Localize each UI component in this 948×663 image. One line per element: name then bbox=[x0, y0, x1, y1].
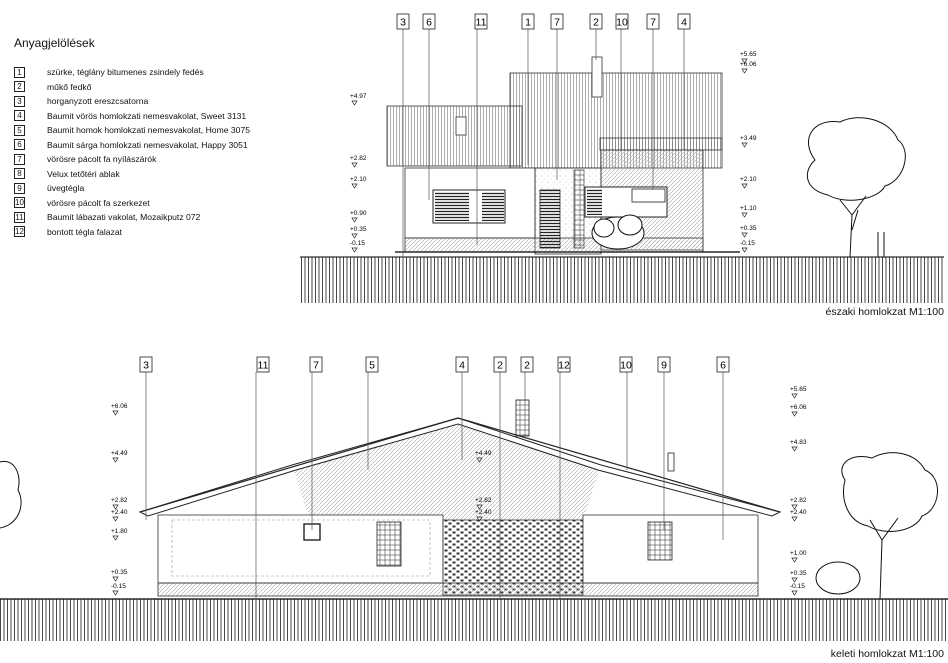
legend-item bbox=[14, 225, 250, 240]
north-level-right-label: +6.06 bbox=[740, 61, 757, 68]
north-level-right bbox=[740, 61, 757, 73]
legend-title: Anyagjelölések bbox=[14, 36, 95, 50]
north-chimney bbox=[592, 57, 602, 97]
east-level-right-label: +2.40 bbox=[790, 509, 807, 516]
legend-item-text: Baumit homok homlokzati nemesvakolat, Home 3075 bbox=[47, 125, 251, 136]
north-tag-2-label: 2 bbox=[593, 16, 599, 29]
north-level-left bbox=[350, 240, 365, 252]
legend-item-text: üvegtégla bbox=[47, 183, 85, 194]
east-tag-12 bbox=[558, 357, 570, 372]
east-tag-9-label: 9 bbox=[661, 359, 667, 372]
legend-item-number: 8 bbox=[14, 168, 25, 179]
east-level-right bbox=[790, 550, 807, 562]
north-level-right bbox=[740, 225, 757, 237]
east-level-right bbox=[790, 509, 807, 521]
east-tag-12-label: 12 bbox=[558, 359, 570, 372]
east-tag-2-label: 2 bbox=[524, 359, 530, 372]
east-level-left-label: +6.06 bbox=[111, 403, 128, 410]
legend-item-number: 11 bbox=[15, 212, 24, 222]
legend-item-text: vörösre pácolt fa szerkezet bbox=[47, 197, 150, 208]
north-elevation-caption: északi homlokzat M1:100 bbox=[825, 306, 944, 318]
north-tag-11-label: 11 bbox=[475, 16, 487, 29]
north-level-right bbox=[740, 176, 757, 188]
east-tag-11-label: 11 bbox=[257, 359, 269, 372]
north-tag-1-label: 1 bbox=[525, 16, 531, 29]
legend-item bbox=[14, 94, 250, 109]
legend-item bbox=[14, 196, 250, 211]
east-tag-7-label: 7 bbox=[313, 359, 319, 372]
east-level-left bbox=[111, 450, 128, 462]
east-level-mid-label: +2.82 bbox=[475, 497, 492, 504]
east-level-mid-label: +4.49 bbox=[475, 450, 492, 457]
east-tag-2-label: 2 bbox=[497, 359, 503, 372]
east-level-left-label: +1.80 bbox=[111, 528, 128, 535]
north-tag-3 bbox=[397, 14, 409, 29]
legend bbox=[14, 36, 250, 239]
east-level-right-label: +6.06 bbox=[790, 404, 807, 411]
north-tag-6 bbox=[423, 14, 435, 29]
north-tag-10 bbox=[616, 14, 628, 29]
east-tag-5-label: 5 bbox=[369, 359, 375, 372]
east-level-left-label: +2.40 bbox=[111, 509, 128, 516]
legend-item-text: szürke, téglány bitumenes zsindely fedés bbox=[47, 67, 204, 78]
east-elevation bbox=[0, 372, 948, 641]
legend-item-text: Velux tetőtéri ablak bbox=[47, 168, 120, 179]
east-tag-4-label: 4 bbox=[459, 359, 465, 372]
east-level-right bbox=[790, 386, 807, 398]
legend-item bbox=[14, 65, 250, 80]
legend-item-text: horganyzott ereszcsatorna bbox=[47, 96, 149, 107]
north-tag-7-label: 7 bbox=[554, 16, 560, 29]
north-level-right-label: -0.15 bbox=[740, 240, 755, 247]
legend-item bbox=[14, 109, 250, 124]
north-level-right bbox=[740, 205, 757, 217]
legend-item-number: 3 bbox=[14, 96, 25, 107]
north-level-right-label: +1.10 bbox=[740, 205, 757, 212]
legend-item-text: vörösre pácolt fa nyílászárók bbox=[47, 154, 157, 165]
east-chimney bbox=[516, 400, 529, 436]
north-tag-11 bbox=[475, 14, 487, 29]
north-level-left-label: +0.90 bbox=[350, 210, 367, 217]
east-roof-fill bbox=[292, 418, 601, 520]
east-level-right-label: +5.65 bbox=[790, 386, 807, 393]
north-tag-2 bbox=[590, 14, 602, 29]
north-tag-10-label: 10 bbox=[616, 16, 628, 29]
east-level-right-label: +0.35 bbox=[790, 570, 807, 577]
east-glassblock-right bbox=[648, 522, 672, 560]
east-level-left-label: +0.35 bbox=[111, 569, 128, 576]
east-level-left-label: -0.15 bbox=[111, 583, 126, 590]
east-level-right-label: +1.00 bbox=[790, 550, 807, 557]
east-tree-right bbox=[816, 453, 937, 599]
east-level-right-label: +2.82 bbox=[790, 497, 807, 504]
north-level-left bbox=[350, 226, 367, 238]
east-level-left bbox=[111, 509, 128, 521]
east-level-left bbox=[111, 403, 128, 415]
north-ground bbox=[300, 257, 944, 303]
east-tag-6 bbox=[717, 357, 729, 372]
east-level-right-label: +4.83 bbox=[790, 439, 807, 446]
east-ground bbox=[0, 599, 948, 641]
legend-item bbox=[14, 210, 250, 225]
north-level-left-label: +0.35 bbox=[350, 226, 367, 233]
north-tag-4 bbox=[678, 14, 690, 29]
east-level-left-label: +2.82 bbox=[111, 497, 128, 504]
north-tag-7 bbox=[647, 14, 659, 29]
north-level-left-label: +4.97 bbox=[350, 93, 367, 100]
legend-item-number: 5 bbox=[14, 125, 25, 136]
legend-item bbox=[14, 123, 250, 138]
legend-item bbox=[14, 167, 250, 182]
legend-item-number: 2 bbox=[14, 81, 25, 92]
east-level-left-label: +4.49 bbox=[111, 450, 128, 457]
legend-item-text: műkő fedkő bbox=[47, 81, 92, 92]
north-tag-4-label: 4 bbox=[681, 16, 687, 29]
north-elevation bbox=[300, 28, 944, 303]
east-tag-9 bbox=[658, 357, 670, 372]
north-left-roof bbox=[387, 106, 522, 166]
legend-item-number: 7 bbox=[14, 154, 25, 165]
legend-item-text: Baumit vörös homlokzati nemesvakolat, Sweet 3131 bbox=[47, 110, 247, 121]
east-tag-10 bbox=[620, 357, 632, 372]
north-level-right bbox=[740, 240, 755, 252]
north-tag-1 bbox=[522, 14, 534, 29]
east-plinth bbox=[158, 583, 758, 596]
east-level-right bbox=[790, 570, 807, 582]
north-level-left bbox=[350, 155, 367, 167]
legend-item-number: 4 bbox=[14, 110, 25, 121]
east-level-right bbox=[790, 497, 807, 509]
east-tag-2 bbox=[521, 357, 533, 372]
north-level-right-label: +5.65 bbox=[740, 51, 757, 58]
north-door bbox=[540, 190, 560, 248]
east-level-right bbox=[790, 439, 807, 451]
north-right-roof-lower bbox=[600, 138, 722, 150]
east-tree-left bbox=[0, 461, 21, 528]
north-level-left-label: +2.82 bbox=[350, 155, 367, 162]
east-level-mid-label: +2.40 bbox=[475, 509, 492, 516]
north-level-left-label: -0.15 bbox=[350, 240, 365, 247]
north-level-right-label: +0.35 bbox=[740, 225, 757, 232]
legend-item bbox=[14, 138, 250, 153]
east-elevation-caption: keleti homlokzat M1:100 bbox=[830, 648, 944, 660]
north-level-left bbox=[350, 176, 367, 188]
east-level-right-label: -0.15 bbox=[790, 583, 805, 590]
north-tag-7-label: 7 bbox=[650, 16, 656, 29]
legend-item-number: 1 bbox=[14, 67, 25, 78]
legend-item-number: 10 bbox=[15, 198, 24, 208]
north-level-right-label: +2.10 bbox=[740, 176, 757, 183]
east-level-left bbox=[111, 497, 128, 509]
north-level-left bbox=[350, 93, 367, 105]
legend-item-text: Baumit lábazati vakolat, Mozaikputz 072 bbox=[47, 212, 201, 223]
north-tag-6-label: 6 bbox=[426, 16, 432, 29]
east-tag-10-label: 10 bbox=[620, 359, 632, 372]
legend-item-text: Baumit sárga homlokzati nemesvakolat, Happy 3051 bbox=[47, 139, 248, 150]
north-tag-7 bbox=[551, 14, 563, 29]
east-tag-3-label: 3 bbox=[143, 359, 149, 372]
legend-item-text: bontott tégla falazat bbox=[47, 226, 123, 237]
east-level-left bbox=[111, 569, 128, 581]
north-level-left bbox=[350, 210, 367, 222]
east-tag-5 bbox=[366, 357, 378, 372]
east-level-left bbox=[111, 528, 128, 540]
legend-item bbox=[14, 80, 250, 95]
north-level-right-label: +3.49 bbox=[740, 135, 757, 142]
legend-item-number: 12 bbox=[15, 227, 24, 237]
east-level-right bbox=[790, 404, 807, 416]
east-tag-11 bbox=[257, 357, 269, 372]
north-tag-3-label: 3 bbox=[400, 16, 406, 29]
north-tree bbox=[807, 118, 905, 257]
east-tag-7 bbox=[310, 357, 322, 372]
north-level-left-label: +2.10 bbox=[350, 176, 367, 183]
legend-item bbox=[14, 152, 250, 167]
legend-item-number: 9 bbox=[14, 183, 25, 194]
legend-item bbox=[14, 181, 250, 196]
north-level-right bbox=[740, 135, 757, 147]
east-tag-6-label: 6 bbox=[720, 359, 726, 372]
east-level-right bbox=[790, 583, 805, 595]
east-level-left bbox=[111, 583, 126, 595]
east-tag-3 bbox=[140, 357, 152, 372]
east-tag-4 bbox=[456, 357, 468, 372]
east-glassblock-left bbox=[377, 522, 401, 566]
legend-list bbox=[14, 65, 250, 239]
east-tag-2 bbox=[494, 357, 506, 372]
legend-item-number: 6 bbox=[14, 139, 25, 150]
north-shrub bbox=[592, 215, 644, 249]
